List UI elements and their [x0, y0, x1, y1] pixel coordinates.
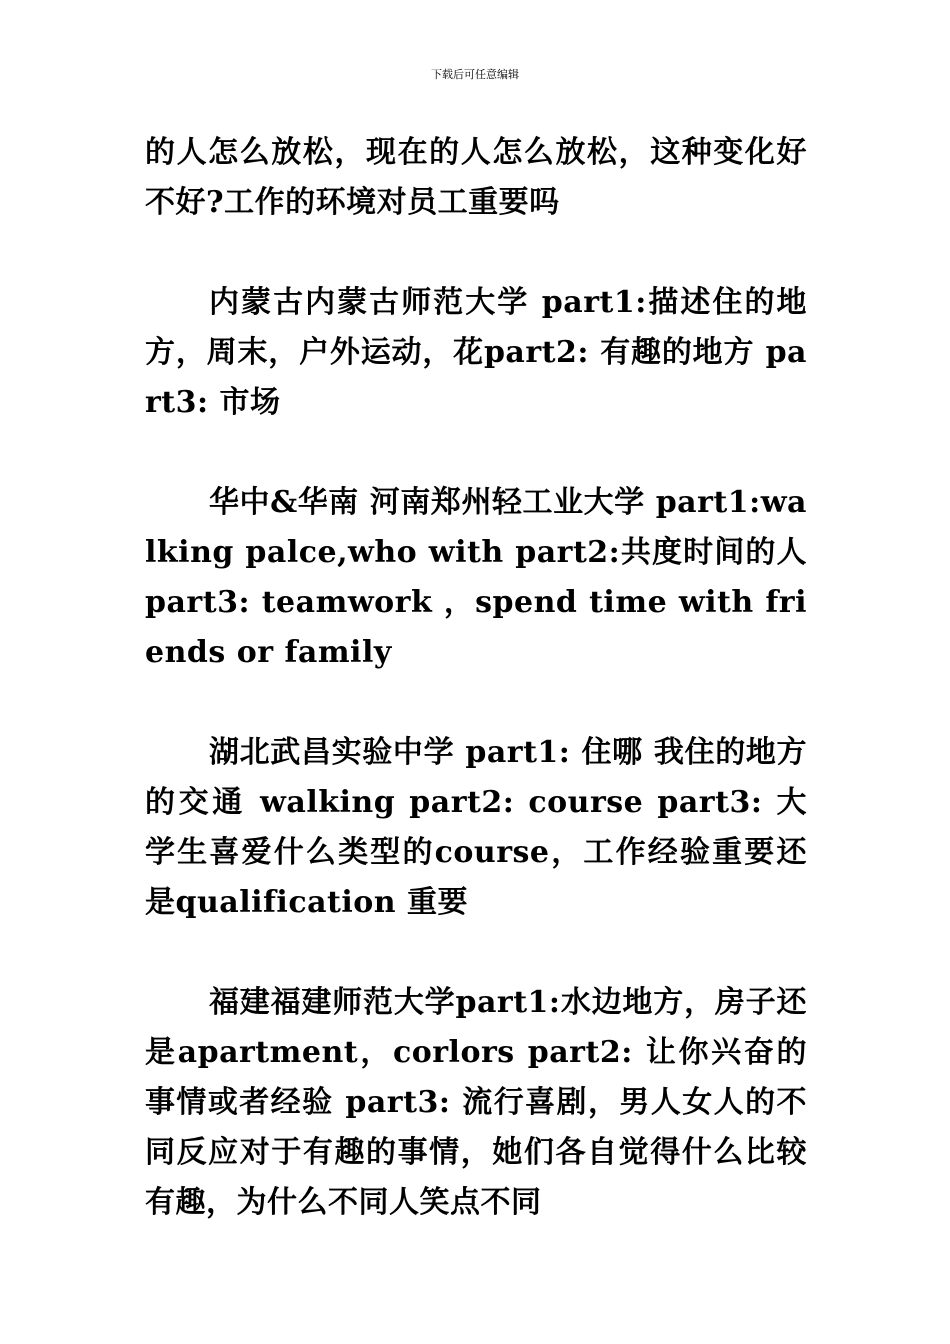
- paragraph: 内蒙古内蒙古师范大学 part1:描述住的地方，周末，户外运动，花part2: 有趣的地方 part3: 市场: [145, 285, 807, 420]
- paragraph: 福建福建师范大学part1:水边地方，房子还是apartment，corlors part2: 让你兴奋的事情或者经验 part3: 流行喜剧，男人女人的不同反应对于有趣的事情，她们各自觉得什么比较有趣，为什么不同人笑点不同: [145, 985, 807, 1220]
- paragraph: 湖北武昌实验中学 part1: 住哪 我住的地方的交通 walking part2: course part3: 大学生喜爱什么类型的course，工作经验重要还是qualification 重要: [145, 735, 807, 920]
- document-body: [145, 128, 807, 1278]
- page-header: 下载后可任意编辑: [431, 68, 519, 81]
- paragraph: 的人怎么放松，现在的人怎么放松，这种变化好不好?工作的环境对员工重要吗: [145, 135, 807, 220]
- paragraph: 华中&华南 河南郑州轻工业大学 part1:walking palce,who with part2:共度时间的人 part3: teamwork ，spend time with friends or family: [145, 485, 807, 670]
